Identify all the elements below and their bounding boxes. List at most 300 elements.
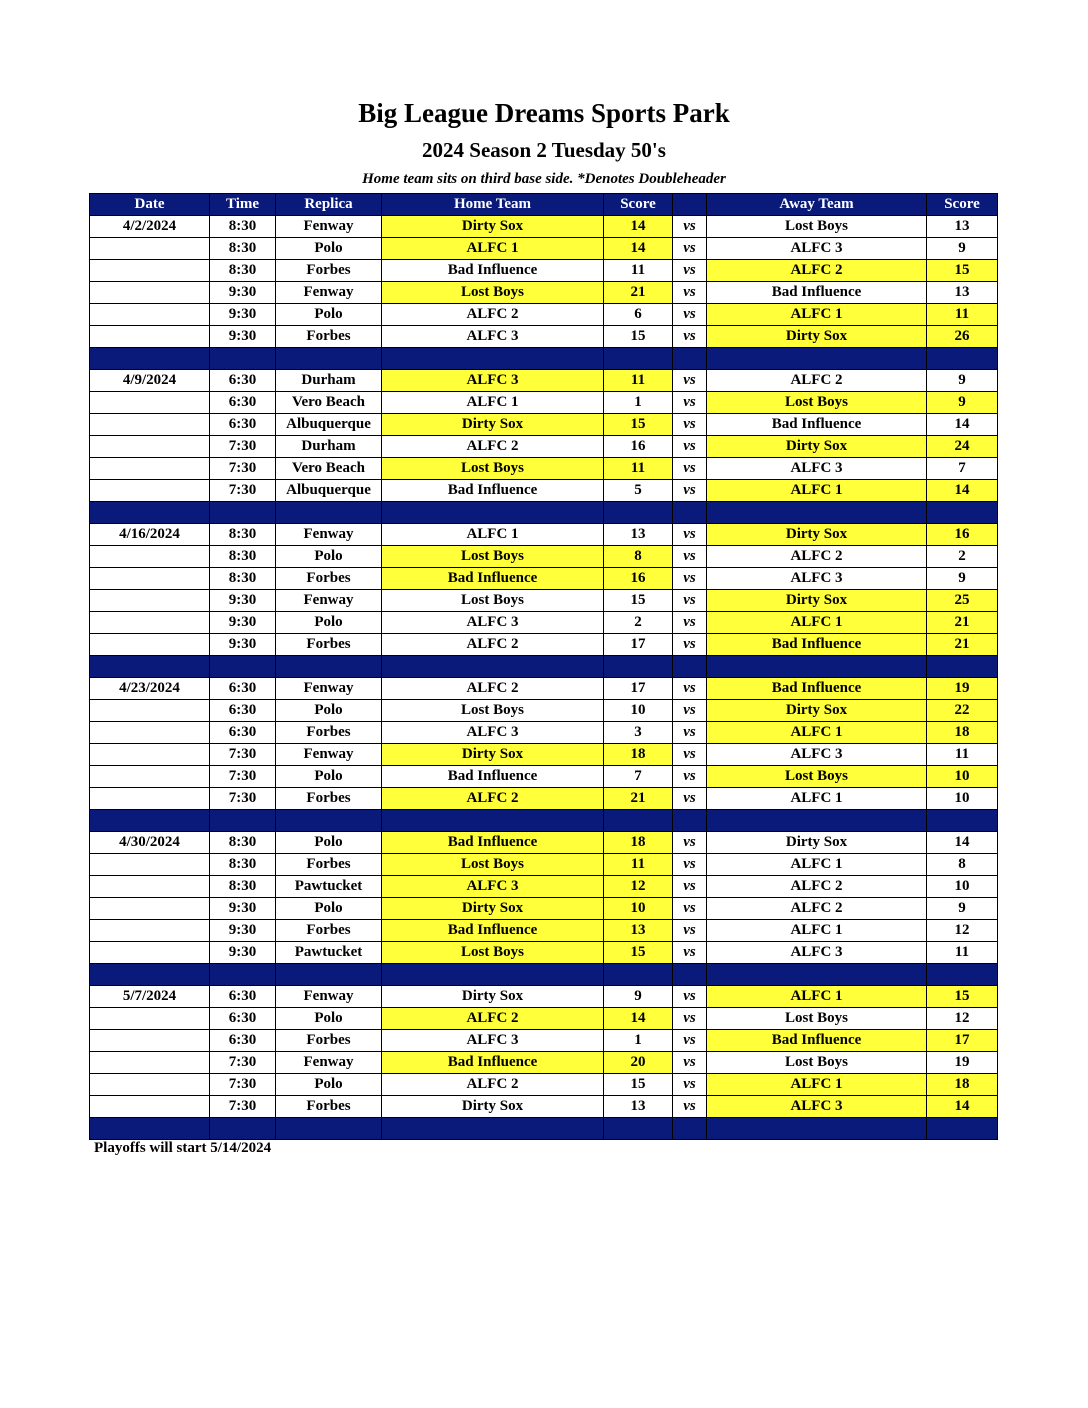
time-cell: 8:30 [210,524,276,546]
replica-cell: Polo [276,238,382,260]
col-home-team: Home Team [382,194,604,216]
away-score-cell: 21 [927,612,998,634]
date-cell [90,612,210,634]
home-score-cell: 18 [604,744,673,766]
separator-cell [276,810,382,832]
table-row [90,546,998,568]
home-team-cell: ALFC 3 [382,612,604,634]
home-score-cell: 15 [604,590,673,612]
home-score-cell: 20 [604,1052,673,1074]
away-score-cell: 15 [927,260,998,282]
separator-cell [604,656,673,678]
week-separator [90,656,998,678]
date-cell: 4/2/2024 [90,216,210,238]
vs-cell: vs [673,1030,707,1052]
home-score-cell: 18 [604,832,673,854]
home-team-cell: Bad Influence [382,1052,604,1074]
home-score-cell: 16 [604,568,673,590]
vs-cell: vs [673,898,707,920]
home-score-cell: 15 [604,1074,673,1096]
replica-cell: Forbes [276,326,382,348]
col-time: Time [210,194,276,216]
date-cell [90,788,210,810]
separator-cell [276,348,382,370]
away-team-cell: ALFC 3 [707,942,927,964]
away-team-cell: ALFC 1 [707,612,927,634]
table-row [90,1096,998,1118]
time-cell: 7:30 [210,458,276,480]
away-team-cell: ALFC 2 [707,260,927,282]
home-score-cell: 21 [604,788,673,810]
schedule-table [89,193,998,1140]
away-score-cell: 14 [927,480,998,502]
time-cell: 9:30 [210,920,276,942]
col-away-score: Score [927,194,998,216]
vs-cell: vs [673,326,707,348]
away-score-cell: 10 [927,876,998,898]
separator-cell [707,964,927,986]
home-score-cell: 10 [604,898,673,920]
table-row [90,370,998,392]
date-cell [90,722,210,744]
away-team-cell: ALFC 1 [707,986,927,1008]
replica-cell: Vero Beach [276,392,382,414]
home-score-cell: 10 [604,700,673,722]
separator-cell [90,348,210,370]
table-row [90,700,998,722]
time-cell: 7:30 [210,1052,276,1074]
vs-cell: vs [673,678,707,700]
time-cell: 9:30 [210,590,276,612]
away-score-cell: 17 [927,1030,998,1052]
date-cell [90,590,210,612]
replica-cell: Fenway [276,216,382,238]
away-team-cell: ALFC 1 [707,480,927,502]
home-team-cell: ALFC 2 [382,304,604,326]
time-cell: 8:30 [210,238,276,260]
table-row [90,634,998,656]
away-score-cell: 26 [927,326,998,348]
separator-cell [673,656,707,678]
separator-cell [927,348,998,370]
home-team-cell: Bad Influence [382,480,604,502]
separator-cell [927,964,998,986]
date-cell [90,854,210,876]
home-team-cell: ALFC 1 [382,238,604,260]
away-score-cell: 15 [927,986,998,1008]
separator-cell [673,810,707,832]
home-score-cell: 16 [604,436,673,458]
home-score-cell: 9 [604,986,673,1008]
date-cell [90,326,210,348]
vs-cell: vs [673,876,707,898]
separator-cell [927,1118,998,1140]
away-score-cell: 7 [927,458,998,480]
vs-cell: vs [673,766,707,788]
table-row [90,216,998,238]
time-cell: 6:30 [210,370,276,392]
replica-cell: Forbes [276,920,382,942]
time-cell: 8:30 [210,568,276,590]
home-team-cell: ALFC 3 [382,1030,604,1052]
home-team-cell: ALFC 3 [382,370,604,392]
replica-cell: Vero Beach [276,458,382,480]
vs-cell: vs [673,788,707,810]
replica-cell: Albuquerque [276,414,382,436]
table-row [90,722,998,744]
vs-cell: vs [673,1074,707,1096]
replica-cell: Polo [276,612,382,634]
vs-cell: vs [673,260,707,282]
date-cell [90,392,210,414]
home-team-cell: ALFC 2 [382,634,604,656]
replica-cell: Polo [276,832,382,854]
date-cell [90,260,210,282]
away-team-cell: Dirty Sox [707,700,927,722]
separator-cell [210,502,276,524]
table-row [90,942,998,964]
date-cell [90,1096,210,1118]
table-row [90,920,998,942]
separator-cell [673,1118,707,1140]
away-team-cell: Bad Influence [707,678,927,700]
home-team-cell: Lost Boys [382,942,604,964]
home-score-cell: 21 [604,282,673,304]
home-team-cell: ALFC 1 [382,524,604,546]
away-score-cell: 24 [927,436,998,458]
time-cell: 8:30 [210,854,276,876]
replica-cell: Polo [276,546,382,568]
separator-cell [382,502,604,524]
home-score-cell: 17 [604,634,673,656]
separator-cell [276,1118,382,1140]
replica-cell: Forbes [276,568,382,590]
separator-cell [210,348,276,370]
col-replica: Replica [276,194,382,216]
away-team-cell: Bad Influence [707,634,927,656]
separator-cell [927,810,998,832]
away-score-cell: 11 [927,942,998,964]
separator-cell [90,964,210,986]
table-row [90,282,998,304]
away-score-cell: 18 [927,1074,998,1096]
replica-cell: Polo [276,766,382,788]
separator-cell [382,964,604,986]
date-cell [90,744,210,766]
separator-cell [382,1118,604,1140]
date-cell [90,876,210,898]
col-date: Date [90,194,210,216]
time-cell: 9:30 [210,326,276,348]
week-separator [90,348,998,370]
replica-cell: Polo [276,304,382,326]
home-score-cell: 14 [604,216,673,238]
home-team-cell: Bad Influence [382,568,604,590]
away-team-cell: ALFC 1 [707,722,927,744]
replica-cell: Fenway [276,282,382,304]
away-team-cell: ALFC 2 [707,876,927,898]
home-score-cell: 13 [604,920,673,942]
vs-cell: vs [673,1096,707,1118]
time-cell: 6:30 [210,392,276,414]
home-score-cell: 5 [604,480,673,502]
time-cell: 7:30 [210,480,276,502]
page-subtitle: 2024 Season 2 Tuesday 50's [422,138,666,162]
date-cell: 4/30/2024 [90,832,210,854]
home-score-cell: 17 [604,678,673,700]
away-score-cell: 19 [927,1052,998,1074]
replica-cell: Forbes [276,634,382,656]
table-row [90,1030,998,1052]
away-score-cell: 21 [927,634,998,656]
home-team-cell: Lost Boys [382,282,604,304]
away-team-cell: Dirty Sox [707,326,927,348]
home-team-cell: Dirty Sox [382,898,604,920]
replica-cell: Fenway [276,678,382,700]
home-team-cell: Lost Boys [382,700,604,722]
home-score-cell: 13 [604,1096,673,1118]
table-row [90,480,998,502]
table-row [90,326,998,348]
date-cell [90,942,210,964]
away-score-cell: 10 [927,788,998,810]
separator-cell [210,1118,276,1140]
replica-cell: Fenway [276,986,382,1008]
table-row [90,260,998,282]
replica-cell: Forbes [276,722,382,744]
footer-note: Playoffs will start 5/14/2024 [94,1140,272,1156]
home-team-cell: Lost Boys [382,458,604,480]
away-team-cell: Lost Boys [707,766,927,788]
home-score-cell: 8 [604,546,673,568]
home-team-cell: ALFC 3 [382,326,604,348]
table-row [90,458,998,480]
replica-cell: Fenway [276,744,382,766]
replica-cell: Pawtucket [276,942,382,964]
home-team-cell: ALFC 2 [382,788,604,810]
table-row [90,1008,998,1030]
away-score-cell: 2 [927,546,998,568]
time-cell: 9:30 [210,282,276,304]
table-row [90,898,998,920]
away-score-cell: 14 [927,1096,998,1118]
home-team-cell: ALFC 3 [382,876,604,898]
time-cell: 6:30 [210,700,276,722]
vs-cell: vs [673,216,707,238]
separator-cell [90,656,210,678]
date-cell [90,414,210,436]
separator-cell [210,656,276,678]
time-cell: 6:30 [210,1030,276,1052]
home-team-cell: ALFC 2 [382,1074,604,1096]
separator-cell [673,964,707,986]
vs-cell: vs [673,414,707,436]
table-row [90,590,998,612]
replica-cell: Albuquerque [276,480,382,502]
time-cell: 8:30 [210,832,276,854]
separator-cell [604,502,673,524]
table-row [90,788,998,810]
time-cell: 8:30 [210,216,276,238]
separator-cell [604,810,673,832]
table-row [90,876,998,898]
home-score-cell: 11 [604,854,673,876]
time-cell: 9:30 [210,304,276,326]
away-team-cell: Bad Influence [707,414,927,436]
home-score-cell: 11 [604,370,673,392]
away-team-cell: Dirty Sox [707,832,927,854]
time-cell: 6:30 [210,414,276,436]
vs-cell: vs [673,854,707,876]
home-score-cell: 12 [604,876,673,898]
table-row [90,414,998,436]
vs-cell: vs [673,546,707,568]
separator-cell [210,964,276,986]
time-cell: 8:30 [210,260,276,282]
separator-cell [707,348,927,370]
date-cell [90,920,210,942]
replica-cell: Polo [276,1074,382,1096]
table-row [90,1074,998,1096]
away-team-cell: ALFC 3 [707,744,927,766]
away-team-cell: Bad Influence [707,1030,927,1052]
date-cell [90,546,210,568]
time-cell: 7:30 [210,436,276,458]
home-team-cell: Dirty Sox [382,414,604,436]
away-score-cell: 9 [927,568,998,590]
replica-cell: Forbes [276,1030,382,1052]
home-score-cell: 11 [604,458,673,480]
vs-cell: vs [673,722,707,744]
vs-cell: vs [673,524,707,546]
away-score-cell: 11 [927,744,998,766]
away-team-cell: ALFC 3 [707,568,927,590]
table-row [90,766,998,788]
time-cell: 6:30 [210,678,276,700]
date-cell [90,700,210,722]
away-team-cell: ALFC 2 [707,546,927,568]
separator-cell [210,810,276,832]
time-cell: 8:30 [210,876,276,898]
replica-cell: Fenway [276,590,382,612]
vs-cell: vs [673,590,707,612]
separator-cell [604,964,673,986]
away-score-cell: 14 [927,832,998,854]
away-team-cell: Lost Boys [707,1052,927,1074]
away-score-cell: 14 [927,414,998,436]
vs-cell: vs [673,238,707,260]
vs-cell: vs [673,942,707,964]
home-team-cell: Dirty Sox [382,216,604,238]
separator-cell [707,1118,927,1140]
vs-cell: vs [673,634,707,656]
separator-cell [382,810,604,832]
vs-cell: vs [673,1052,707,1074]
away-team-cell: ALFC 1 [707,788,927,810]
time-cell: 6:30 [210,722,276,744]
away-team-cell: Dirty Sox [707,590,927,612]
date-cell [90,480,210,502]
time-cell: 6:30 [210,1008,276,1030]
date-cell [90,898,210,920]
home-score-cell: 3 [604,722,673,744]
away-team-cell: Lost Boys [707,1008,927,1030]
vs-cell: vs [673,920,707,942]
time-cell: 9:30 [210,612,276,634]
away-score-cell: 8 [927,854,998,876]
table-row [90,854,998,876]
time-cell: 9:30 [210,942,276,964]
replica-cell: Forbes [276,788,382,810]
date-cell [90,458,210,480]
time-cell: 8:30 [210,546,276,568]
time-cell: 7:30 [210,1074,276,1096]
replica-cell: Polo [276,700,382,722]
table-row [90,524,998,546]
away-team-cell: ALFC 1 [707,1074,927,1096]
week-separator [90,1118,998,1140]
table-row [90,392,998,414]
separator-cell [673,502,707,524]
vs-cell: vs [673,392,707,414]
separator-cell [927,656,998,678]
separator-cell [604,348,673,370]
col-home-score: Score [604,194,673,216]
home-score-cell: 14 [604,238,673,260]
home-team-cell: Lost Boys [382,590,604,612]
home-score-cell: 6 [604,304,673,326]
replica-cell: Polo [276,1008,382,1030]
away-score-cell: 16 [927,524,998,546]
separator-cell [707,810,927,832]
home-team-cell: Lost Boys [382,854,604,876]
home-score-cell: 15 [604,942,673,964]
away-score-cell: 9 [927,238,998,260]
away-team-cell: Dirty Sox [707,524,927,546]
separator-cell [604,1118,673,1140]
time-cell: 7:30 [210,766,276,788]
table-row [90,238,998,260]
vs-cell: vs [673,370,707,392]
home-team-cell: ALFC 3 [382,722,604,744]
home-team-cell: Bad Influence [382,832,604,854]
home-team-cell: Bad Influence [382,766,604,788]
time-cell: 7:30 [210,744,276,766]
separator-cell [90,810,210,832]
away-team-cell: Lost Boys [707,216,927,238]
vs-cell: vs [673,832,707,854]
date-cell [90,1052,210,1074]
separator-cell [707,656,927,678]
vs-cell: vs [673,1008,707,1030]
vs-cell: vs [673,744,707,766]
separator-cell [927,502,998,524]
date-cell [90,282,210,304]
home-team-cell: ALFC 2 [382,678,604,700]
time-cell: 9:30 [210,898,276,920]
vs-cell: vs [673,568,707,590]
vs-cell: vs [673,700,707,722]
away-team-cell: ALFC 3 [707,1096,927,1118]
date-cell [90,634,210,656]
replica-cell: Forbes [276,260,382,282]
home-score-cell: 1 [604,392,673,414]
separator-cell [382,348,604,370]
home-score-cell: 1 [604,1030,673,1052]
away-team-cell: ALFC 3 [707,458,927,480]
time-cell: 9:30 [210,634,276,656]
date-cell [90,436,210,458]
